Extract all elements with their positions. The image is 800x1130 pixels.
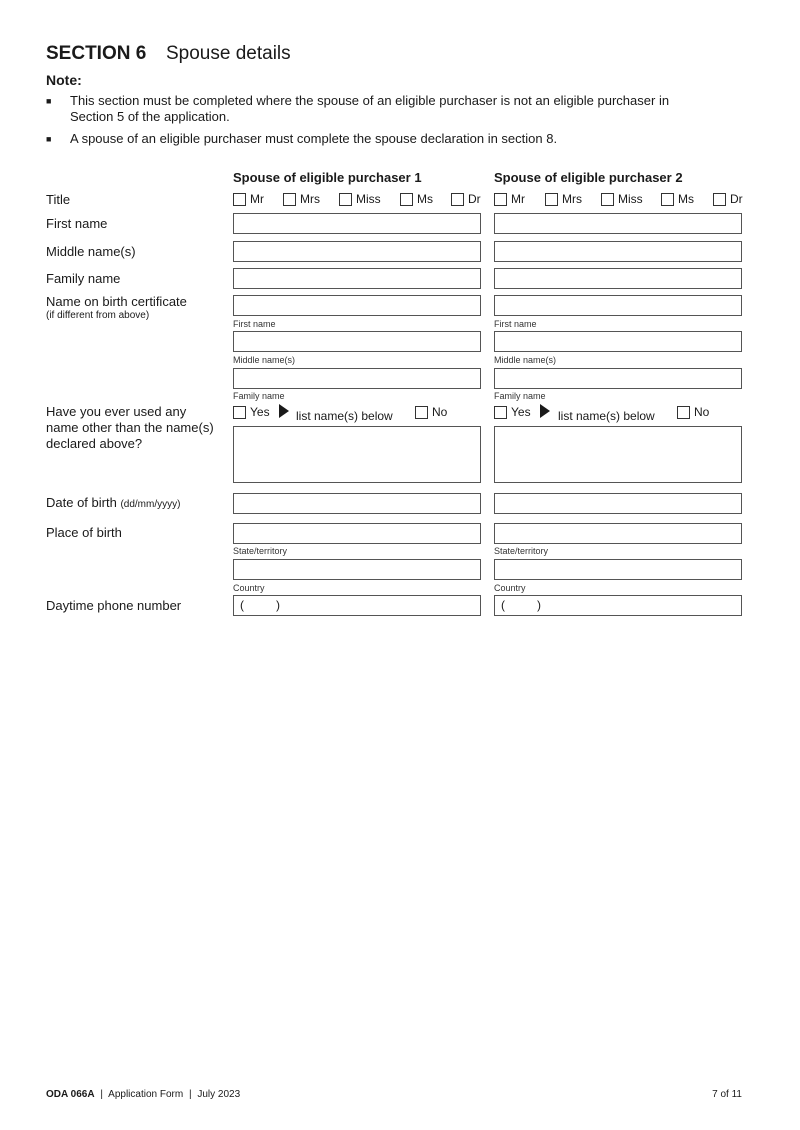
note-text-1b: Section 5 of the application. xyxy=(70,109,230,124)
title-option-label: Dr xyxy=(468,192,481,206)
footer-left xyxy=(46,1089,240,1100)
label-first-name: First name xyxy=(46,216,108,231)
place-state-input-2[interactable] xyxy=(494,523,742,544)
column-heading-1: Spouse of eligible purchaser 1 xyxy=(233,170,422,185)
birth-middle-names-input-2[interactable] xyxy=(494,331,742,352)
no-label: No xyxy=(432,405,448,419)
no-label: No xyxy=(694,405,710,419)
title-option-dr-1[interactable] xyxy=(451,192,481,206)
title-option-label: Miss xyxy=(356,192,381,206)
footer-doc: Application Form xyxy=(108,1089,184,1100)
arrow-right-icon xyxy=(540,404,550,423)
yes-label: Yes xyxy=(511,405,531,419)
label-middle-names: Middle name(s) xyxy=(46,244,136,259)
label-birth-certificate-sub: (if different from above) xyxy=(46,310,150,321)
title-option-ms-2[interactable] xyxy=(661,192,694,206)
note-label: Note: xyxy=(46,72,82,88)
title-option-label: Ms xyxy=(678,192,694,206)
list-names-label: list name(s) below xyxy=(558,409,655,423)
caption-family-name: Family name xyxy=(233,391,285,401)
footer-page-number: 7 of 11 xyxy=(712,1089,742,1100)
title-option-mrs-1[interactable] xyxy=(283,192,320,206)
checkbox-icon[interactable] xyxy=(494,193,507,206)
section-title: Spouse details xyxy=(166,43,291,64)
phone-paren-close: ) xyxy=(276,598,280,612)
footer-date: July 2023 xyxy=(197,1089,241,1100)
label-title: Title xyxy=(46,192,71,207)
checkbox-icon[interactable] xyxy=(677,406,690,419)
title-option-mr-2[interactable] xyxy=(494,192,525,206)
phone-input-1[interactable] xyxy=(233,595,481,616)
label-phone: Daytime phone number xyxy=(46,598,182,613)
phone-paren-open: ( xyxy=(501,598,505,612)
yes-label: Yes xyxy=(250,405,270,419)
title-option-ms-1[interactable] xyxy=(400,192,433,206)
title-option-label: Miss xyxy=(618,192,643,206)
caption-country: Country xyxy=(494,583,526,593)
label-birth-certificate: Name on birth certificate xyxy=(46,294,187,309)
title-option-label: Mrs xyxy=(300,192,320,206)
title-option-mr-1[interactable] xyxy=(233,192,264,206)
label-date-of-birth xyxy=(46,495,180,513)
checkbox-icon[interactable] xyxy=(339,193,352,206)
checkbox-icon[interactable] xyxy=(283,193,296,206)
title-option-miss-1[interactable] xyxy=(339,192,381,206)
title-option-label: Ms xyxy=(417,192,433,206)
title-option-mrs-2[interactable] xyxy=(545,192,582,206)
caption-first-name: First name xyxy=(494,319,537,329)
phone-paren-open: ( xyxy=(240,598,244,612)
birth-first-name-input-1[interactable] xyxy=(233,295,481,316)
title-option-label: Mr xyxy=(250,192,264,206)
birth-family-name-input-1[interactable] xyxy=(233,368,481,389)
caption-family-name: Family name xyxy=(494,391,546,401)
label-place-of-birth: Place of birth xyxy=(46,525,122,540)
other-names-no-2[interactable] xyxy=(677,405,709,419)
label-other-names-2: name other than the name(s) xyxy=(46,420,214,435)
column-heading-2: Spouse of eligible purchaser 2 xyxy=(494,170,683,185)
caption-middle-names: Middle name(s) xyxy=(494,355,557,365)
label-family-name: Family name xyxy=(46,271,121,286)
checkbox-icon[interactable] xyxy=(494,406,507,419)
middle-names-input-2[interactable] xyxy=(494,241,742,262)
section-number: SECTION 6 xyxy=(46,43,147,64)
place-country-input-2[interactable] xyxy=(494,559,742,580)
footer-code: ODA 066A xyxy=(46,1089,95,1100)
checkbox-icon[interactable] xyxy=(661,193,674,206)
family-name-input-1[interactable] xyxy=(233,268,481,289)
title-option-label: Dr xyxy=(730,192,743,206)
date-of-birth-input-2[interactable] xyxy=(494,493,742,514)
list-names-label: list name(s) below xyxy=(296,409,393,423)
date-of-birth-input-1[interactable] xyxy=(233,493,481,514)
checkbox-icon[interactable] xyxy=(451,193,464,206)
caption-country: Country xyxy=(233,583,265,593)
checkbox-icon[interactable] xyxy=(545,193,558,206)
birth-middle-names-input-1[interactable] xyxy=(233,331,481,352)
caption-first-name: First name xyxy=(233,319,276,329)
label-date-of-birth-text: Date of birth xyxy=(46,495,117,510)
bullet-icon: ■ xyxy=(46,134,52,144)
label-date-format: (dd/mm/yyyy) xyxy=(120,499,181,510)
caption-middle-names: Middle name(s) xyxy=(233,355,296,365)
checkbox-icon[interactable] xyxy=(233,406,246,419)
phone-input-2[interactable] xyxy=(494,595,742,616)
other-names-textarea-2[interactable] xyxy=(494,426,742,483)
checkbox-icon[interactable] xyxy=(713,193,726,206)
first-name-input-1[interactable] xyxy=(233,213,481,234)
middle-names-input-1[interactable] xyxy=(233,241,481,262)
checkbox-icon[interactable] xyxy=(233,193,246,206)
title-option-label: Mr xyxy=(511,192,525,206)
label-other-names-3: declared above? xyxy=(46,436,143,451)
other-names-textarea-1[interactable] xyxy=(233,426,481,483)
title-option-dr-2[interactable] xyxy=(713,192,743,206)
title-option-label: Mrs xyxy=(562,192,582,206)
place-state-input-1[interactable] xyxy=(233,523,481,544)
place-country-input-1[interactable] xyxy=(233,559,481,580)
first-name-input-2[interactable] xyxy=(494,213,742,234)
birth-first-name-input-2[interactable] xyxy=(494,295,742,316)
other-names-no-1[interactable] xyxy=(415,405,447,419)
family-name-input-2[interactable] xyxy=(494,268,742,289)
caption-state: State/territory xyxy=(494,546,549,556)
birth-family-name-input-2[interactable] xyxy=(494,368,742,389)
other-names-yes-1[interactable] xyxy=(233,405,270,419)
footer-separator: | xyxy=(188,1089,192,1100)
title-option-miss-2[interactable] xyxy=(601,192,643,206)
label-other-names-1: Have you ever used any xyxy=(46,404,187,419)
note-text-1a: This section must be completed where the spouse of an eligible purchaser is not an eligible purchaser in xyxy=(70,93,670,108)
note-text-2: A spouse of an eligible purchaser must complete the spouse declaration in section 8. xyxy=(70,131,558,146)
phone-paren-close: ) xyxy=(537,598,541,612)
caption-state: State/territory xyxy=(233,546,288,556)
checkbox-icon[interactable] xyxy=(601,193,614,206)
checkbox-icon[interactable] xyxy=(415,406,428,419)
other-names-yes-2[interactable] xyxy=(494,405,531,419)
arrow-right-icon xyxy=(279,404,289,423)
footer-separator: | xyxy=(100,1089,103,1100)
bullet-icon: ■ xyxy=(46,96,52,106)
checkbox-icon[interactable] xyxy=(400,193,413,206)
